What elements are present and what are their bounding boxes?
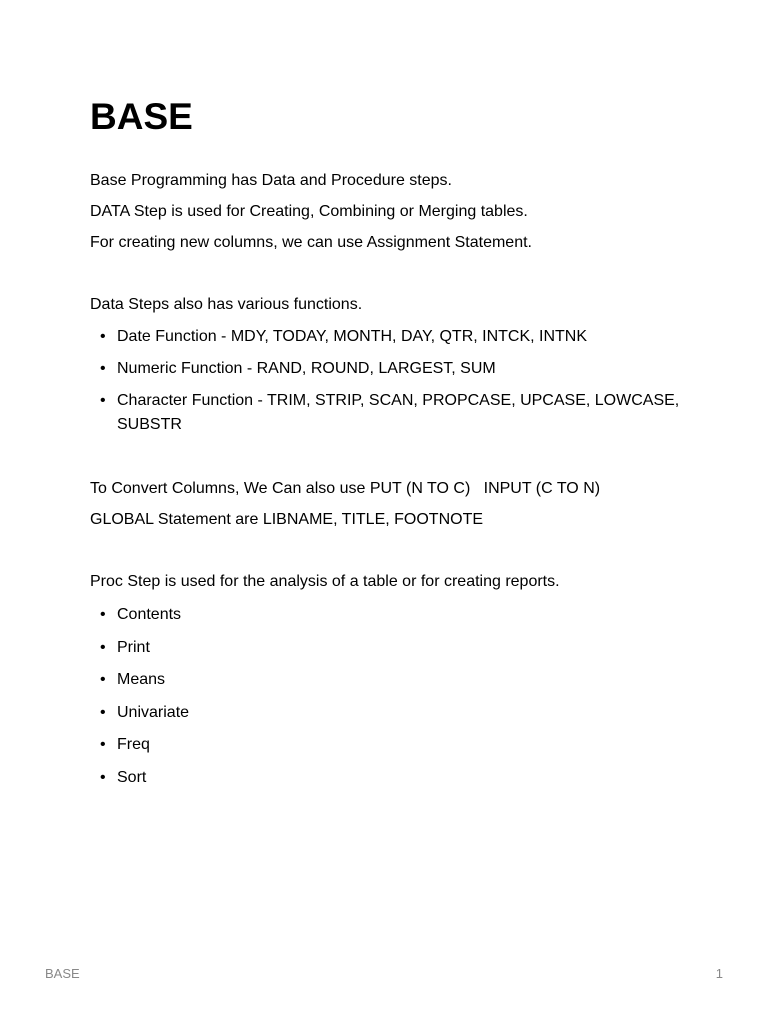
list-item bbox=[90, 636, 680, 660]
intro-line-1: Base Programming has Data and Procedure steps. bbox=[90, 172, 452, 189]
list-item-text: Date Function - MDY, TODAY, MONTH, DAY, QTR, INTCK, INTNK bbox=[117, 328, 588, 345]
list-item-text: Print bbox=[117, 638, 150, 656]
bullet-icon: • bbox=[100, 736, 106, 753]
bullet-icon: • bbox=[100, 703, 106, 721]
list-item-text: Sort bbox=[117, 768, 147, 786]
functions-heading: Data Steps also has various functions. bbox=[90, 296, 363, 313]
bullet-icon: • bbox=[100, 768, 106, 786]
convert-line: To Convert Columns, We Can also use PUT (N TO C) INPUT (C TO N) bbox=[90, 480, 601, 497]
list-item bbox=[90, 668, 680, 692]
procs-list bbox=[90, 603, 680, 798]
list-item-text: Means bbox=[117, 671, 166, 688]
list-item bbox=[90, 389, 680, 437]
page-title: BASE bbox=[90, 96, 193, 137]
list-item bbox=[90, 766, 680, 790]
footer-title: BASE bbox=[45, 966, 80, 981]
list-item-text: Univariate bbox=[117, 703, 190, 721]
list-item-text: Character Function - TRIM, STRIP, SCAN, PROPCASE, UPCASE, LOWCASE, SUBSTR bbox=[117, 392, 680, 433]
list-item-text: Numeric Function - RAND, ROUND, LARGEST, SUM bbox=[117, 360, 496, 377]
list-item bbox=[90, 701, 680, 725]
intro-line-3: For creating new columns, we can use Assignment Statement. bbox=[90, 234, 532, 251]
bullet-icon: • bbox=[100, 328, 106, 345]
proc-heading: Proc Step is used for the analysis of a table or for creating reports. bbox=[90, 573, 560, 590]
list-item-text: Contents bbox=[117, 606, 182, 623]
list-item bbox=[90, 325, 680, 349]
functions-list bbox=[90, 325, 680, 445]
page-number: 1 bbox=[715, 966, 723, 981]
bullet-icon: • bbox=[100, 671, 106, 688]
intro-line-2: DATA Step is used for Creating, Combining or Merging tables. bbox=[90, 203, 528, 220]
global-line: GLOBAL Statement are LIBNAME, TITLE, FOOTNOTE bbox=[90, 511, 484, 528]
bullet-icon: • bbox=[100, 606, 106, 623]
bullet-icon: • bbox=[100, 360, 106, 377]
list-item bbox=[90, 357, 680, 381]
bullet-icon: • bbox=[100, 392, 106, 409]
list-item bbox=[90, 603, 680, 627]
list-item-text: Freq bbox=[117, 736, 150, 753]
list-item bbox=[90, 733, 680, 757]
bullet-icon: • bbox=[100, 638, 106, 656]
